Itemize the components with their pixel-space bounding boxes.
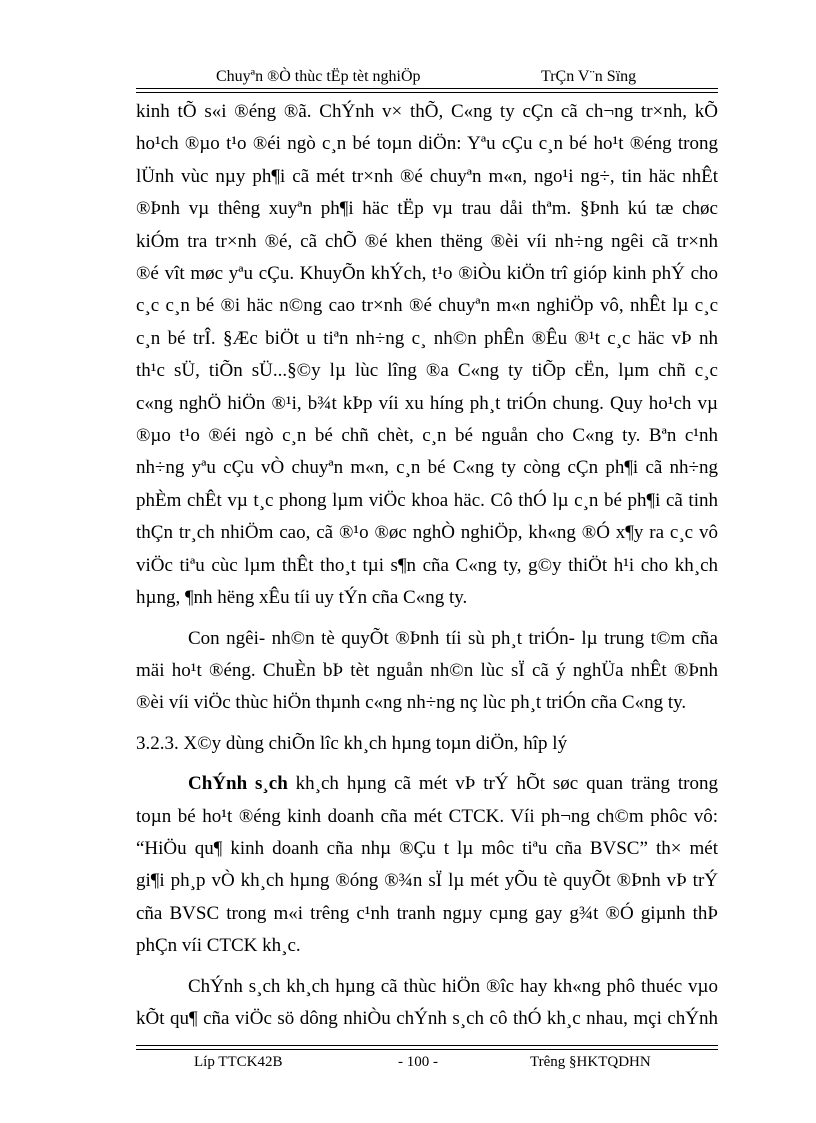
header-rule-thin [136,92,718,93]
header-rule [136,88,718,89]
body-line [136,768,718,800]
page-header [136,66,718,88]
header-title: Chuyªn ®Ò thùc tËp tèt nghiÖp [216,68,421,85]
body-line: phÇn víi CTCK kh¸c. [136,935,301,957]
bold-term: ChÝnh s¸ch [188,773,288,795]
page-footer [136,1054,718,1076]
body-line: Con ngêi- nh©n tè quyÕt ®Þnh tíi sù ph¸t triÓn- lµ trung t©m cña [188,627,718,649]
footer-rule-thin [136,1045,718,1046]
page-number: - 100 - [398,1054,438,1070]
body-line: toµn bé ho¹t ®éng kinh doanh cña mét CTCK. Víi ph¬ng ch©m phôc vô: [136,805,718,827]
body-line: cña BVSC trong m«i trêng c¹nh tranh ngµy cµng gay g¾t ®Ó giµnh thÞ [136,902,718,924]
body-line: ®Þnh vµ thêng xuyªn ph¶i häc tËp vµ trau dåi thªm. §Þnh kú tæ chøc [136,198,718,220]
body-line: th¹c sÜ, tiÕn sÜ...§©y lµ lùc lîng ®a C«ng ty tiÕp cËn, lµm chñ c¸c [136,360,718,382]
body-line: nh÷ng yªu cÇu vÒ chuyªn m«n, c¸n bé C«ng ty còng cÇn ph¶i cã nh÷ng [136,457,718,479]
body-line: kÕt qu¶ cña viÖc sö dông nhiÒu chÝnh s¸ch cô thÓ kh¸c nhau, mçi chÝnh [136,1007,718,1029]
footer-school: Trêng §HKTQDHN [530,1054,651,1070]
body-line: ®èi víi viÖc thùc hiÖn thµnh c«ng nh÷ng nç lùc ph¸t triÓn cña C«ng ty. [136,692,687,714]
body-line: hµng, ¶nh hëng xÊu tíi uy tÝn cña C«ng ty. [136,587,468,609]
body-line: ®é vît møc yªu cÇu. KhuyÕn khÝch, t¹o ®iÒu kiÖn trî gióp kinh phÝ cho [136,263,718,285]
body-line-rest: kh¸ch hµng cã mét vÞ trÝ hÕt søc quan träng trong [287,773,718,795]
body-line: phÈm chÊt vµ t¸c phong lµm viÖc khoa häc. Cô thÓ lµ c¸n bé ph¶i cã tinh [136,489,718,511]
footer-class-label: Líp TTCK42B [194,1054,283,1070]
body-line: “HiÖu qu¶ kinh doanh cña nhµ ®Çu t lµ môc tiªu cña BVSC” th× mét [136,837,718,859]
body-line: viÖc tiªu cùc lµm thÊt tho¸t tµi s¶n cña C«ng ty, g©y thiÖt h¹i cho kh¸ch [136,554,718,576]
header-author: TrÇn V¨n Sïng [541,68,637,85]
body-line: c¸n bé trÎ. §Æc biÖt u tiªn nh÷ng c¸ nh©n phÊn ®Êu ®¹t c¸c häc vÞ nh [136,327,718,349]
body-line: thÇn tr¸ch nhiÖm cao, cã ®¹o ®øc nghÒ nghiÖp, kh«ng ®Ó x¶y ra c¸c vô [136,522,718,544]
section-heading: 3.2.3. X©y dùng chiÕn lîc kh¸ch hµng toµn diÖn, hîp lý [136,732,568,754]
body-line: c«ng nghÖ hiÖn ®¹i, b¾t kÞp víi xu híng ph¸t triÓn chung. Quy ho¹ch vµ [136,392,718,414]
body-line: kiÓm tra tr×nh ®é, cã chÕ ®é khen thëng ®èi víi nh÷ng ngêi cã tr×nh [136,230,718,252]
body-line: ®µo t¹o ®éi ngò c¸n bé chñ chèt, c¸n bé nguån cho C«ng ty. Bªn c¹nh [136,425,718,447]
body-line: ho¹ch ®µo t¹o ®éi ngò c¸n bé toµn diÖn: Yªu cÇu c¸n bé ho¹t ®éng trong [136,133,718,155]
body-line: gi¶i ph¸p vÒ kh¸ch hµng ®óng ®¾n sÏ lµ mét yÕu tè quyÕt ®Þnh vÞ trÝ [136,870,718,892]
body-line: kinh tÕ s«i ®éng ®ã. ChÝnh v× thÕ, C«ng ty cÇn cã ch¬ng tr×nh, kÕ [136,101,718,122]
body-line: lÜnh vùc nµy ph¶i cã mét tr×nh ®é chuyªn m«n, ngo¹i ng÷, tin häc nhÊt [136,165,718,187]
footer-rule [136,1049,718,1050]
body-line: ChÝnh s¸ch kh¸ch hµng cã thùc hiÖn ®îc hay kh«ng phô thuéc vµo [188,975,718,997]
body-line: c¸c c¸n bé ®i häc n©ng cao tr×nh ®é chuyªn m«n nghiÖp vô, nhÊt lµ c¸c [136,295,718,317]
document-body [136,96,718,1035]
body-line: mäi ho¹t ®éng. ChuÈn bÞ tèt nguån nh©n lùc sÏ cã ý nghÜa nhÊt ®Þnh [136,659,718,681]
